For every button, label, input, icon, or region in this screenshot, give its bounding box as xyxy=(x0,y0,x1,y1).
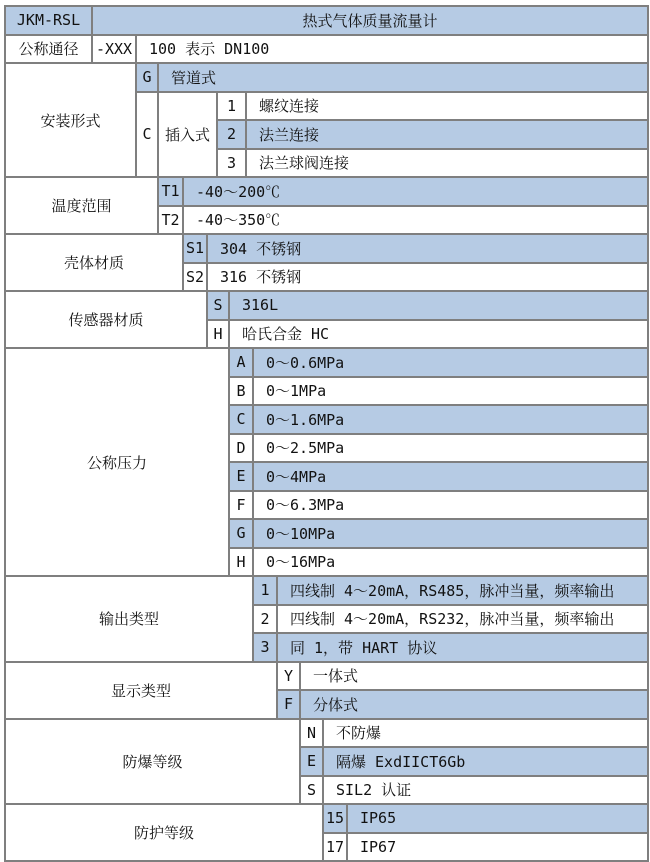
section-label-display: 显示类型 xyxy=(5,662,277,719)
section-label-diameter: 公称通径 xyxy=(5,35,92,64)
option-desc: 0～10MPa xyxy=(253,519,648,548)
option-code: S xyxy=(207,291,229,320)
option-desc: 316L xyxy=(229,291,648,320)
option-code: H xyxy=(229,548,253,577)
option-desc: IP67 xyxy=(347,833,648,862)
option-desc: 哈氏合金 HC xyxy=(229,320,648,349)
option-code: 2 xyxy=(253,605,277,634)
option-code: 15 xyxy=(323,804,347,833)
option-desc: 四线制 4～20mA，RS232，脉冲当量，频率输出 xyxy=(277,605,648,634)
section-label-explosion: 防爆等级 xyxy=(5,719,300,805)
option-code: F xyxy=(229,491,253,520)
section-label-pressure: 公称压力 xyxy=(5,348,229,576)
option-desc: 316 不锈钢 xyxy=(207,263,648,292)
option-code: 3 xyxy=(253,633,277,662)
option-desc: 0～0.6MPa xyxy=(253,348,648,377)
option-desc: 同 1，带 HART 协议 xyxy=(277,633,648,662)
diameter-code: -XXX xyxy=(92,35,136,64)
option-desc: 隔爆 ExdIICT6Gb xyxy=(323,747,648,776)
option-code: S1 xyxy=(183,234,207,263)
product-title: 热式气体质量流量计 xyxy=(92,6,648,35)
option-code: A xyxy=(229,348,253,377)
option-desc: 0～2.5MPa xyxy=(253,434,648,463)
option-desc: 法兰球阀连接 xyxy=(246,149,648,178)
option-code: N xyxy=(300,719,323,748)
option-desc: 一体式 xyxy=(300,662,648,691)
option-code: D xyxy=(229,434,253,463)
option-desc: 不防爆 xyxy=(323,719,648,748)
option-desc: 0～1.6MPa xyxy=(253,405,648,434)
model-selection-table xyxy=(4,5,649,862)
option-code: B xyxy=(229,377,253,406)
option-desc: 304 不锈钢 xyxy=(207,234,648,263)
option-code: 2 xyxy=(217,120,246,149)
option-code: S2 xyxy=(183,263,207,292)
option-desc: SIL2 认证 xyxy=(323,776,648,805)
diameter-desc: 100 表示 DN100 xyxy=(136,35,648,64)
option-desc: 0～16MPa xyxy=(253,548,648,577)
option-code: G xyxy=(229,519,253,548)
option-desc: 管道式 xyxy=(158,63,648,92)
option-code: E xyxy=(229,462,253,491)
option-code: E xyxy=(300,747,323,776)
option-desc: 0～4MPa xyxy=(253,462,648,491)
option-code: C xyxy=(229,405,253,434)
option-desc: 四线制 4～20mA，RS485，脉冲当量，频率输出 xyxy=(277,576,648,605)
option-code: 1 xyxy=(217,92,246,121)
section-label-sensor: 传感器材质 xyxy=(5,291,207,348)
section-label-temperature: 温度范围 xyxy=(5,177,158,234)
option-code: C xyxy=(136,92,158,178)
option-code: 3 xyxy=(217,149,246,178)
option-desc: 0～6.3MPa xyxy=(253,491,648,520)
section-label-install: 安装形式 xyxy=(5,63,136,177)
option-desc: 0～1MPa xyxy=(253,377,648,406)
option-code: H xyxy=(207,320,229,349)
option-desc: -40～200℃ xyxy=(183,177,648,206)
option-code: 1 xyxy=(253,576,277,605)
option-desc: 法兰连接 xyxy=(246,120,648,149)
option-code: G xyxy=(136,63,158,92)
section-label-protection: 防护等级 xyxy=(5,804,323,861)
option-code: F xyxy=(277,690,300,719)
insert-type-name: 插入式 xyxy=(158,92,217,178)
section-label-output: 输出类型 xyxy=(5,576,253,662)
section-label-housing: 壳体材质 xyxy=(5,234,183,291)
option-desc: 分体式 xyxy=(300,690,648,719)
option-code: 17 xyxy=(323,833,347,862)
option-desc: -40～350℃ xyxy=(183,206,648,235)
option-code: T2 xyxy=(158,206,183,235)
option-code: T1 xyxy=(158,177,183,206)
option-desc: IP65 xyxy=(347,804,648,833)
model-code: JKM-RSL xyxy=(5,6,92,35)
option-code: S xyxy=(300,776,323,805)
option-desc: 螺纹连接 xyxy=(246,92,648,121)
option-code: Y xyxy=(277,662,300,691)
